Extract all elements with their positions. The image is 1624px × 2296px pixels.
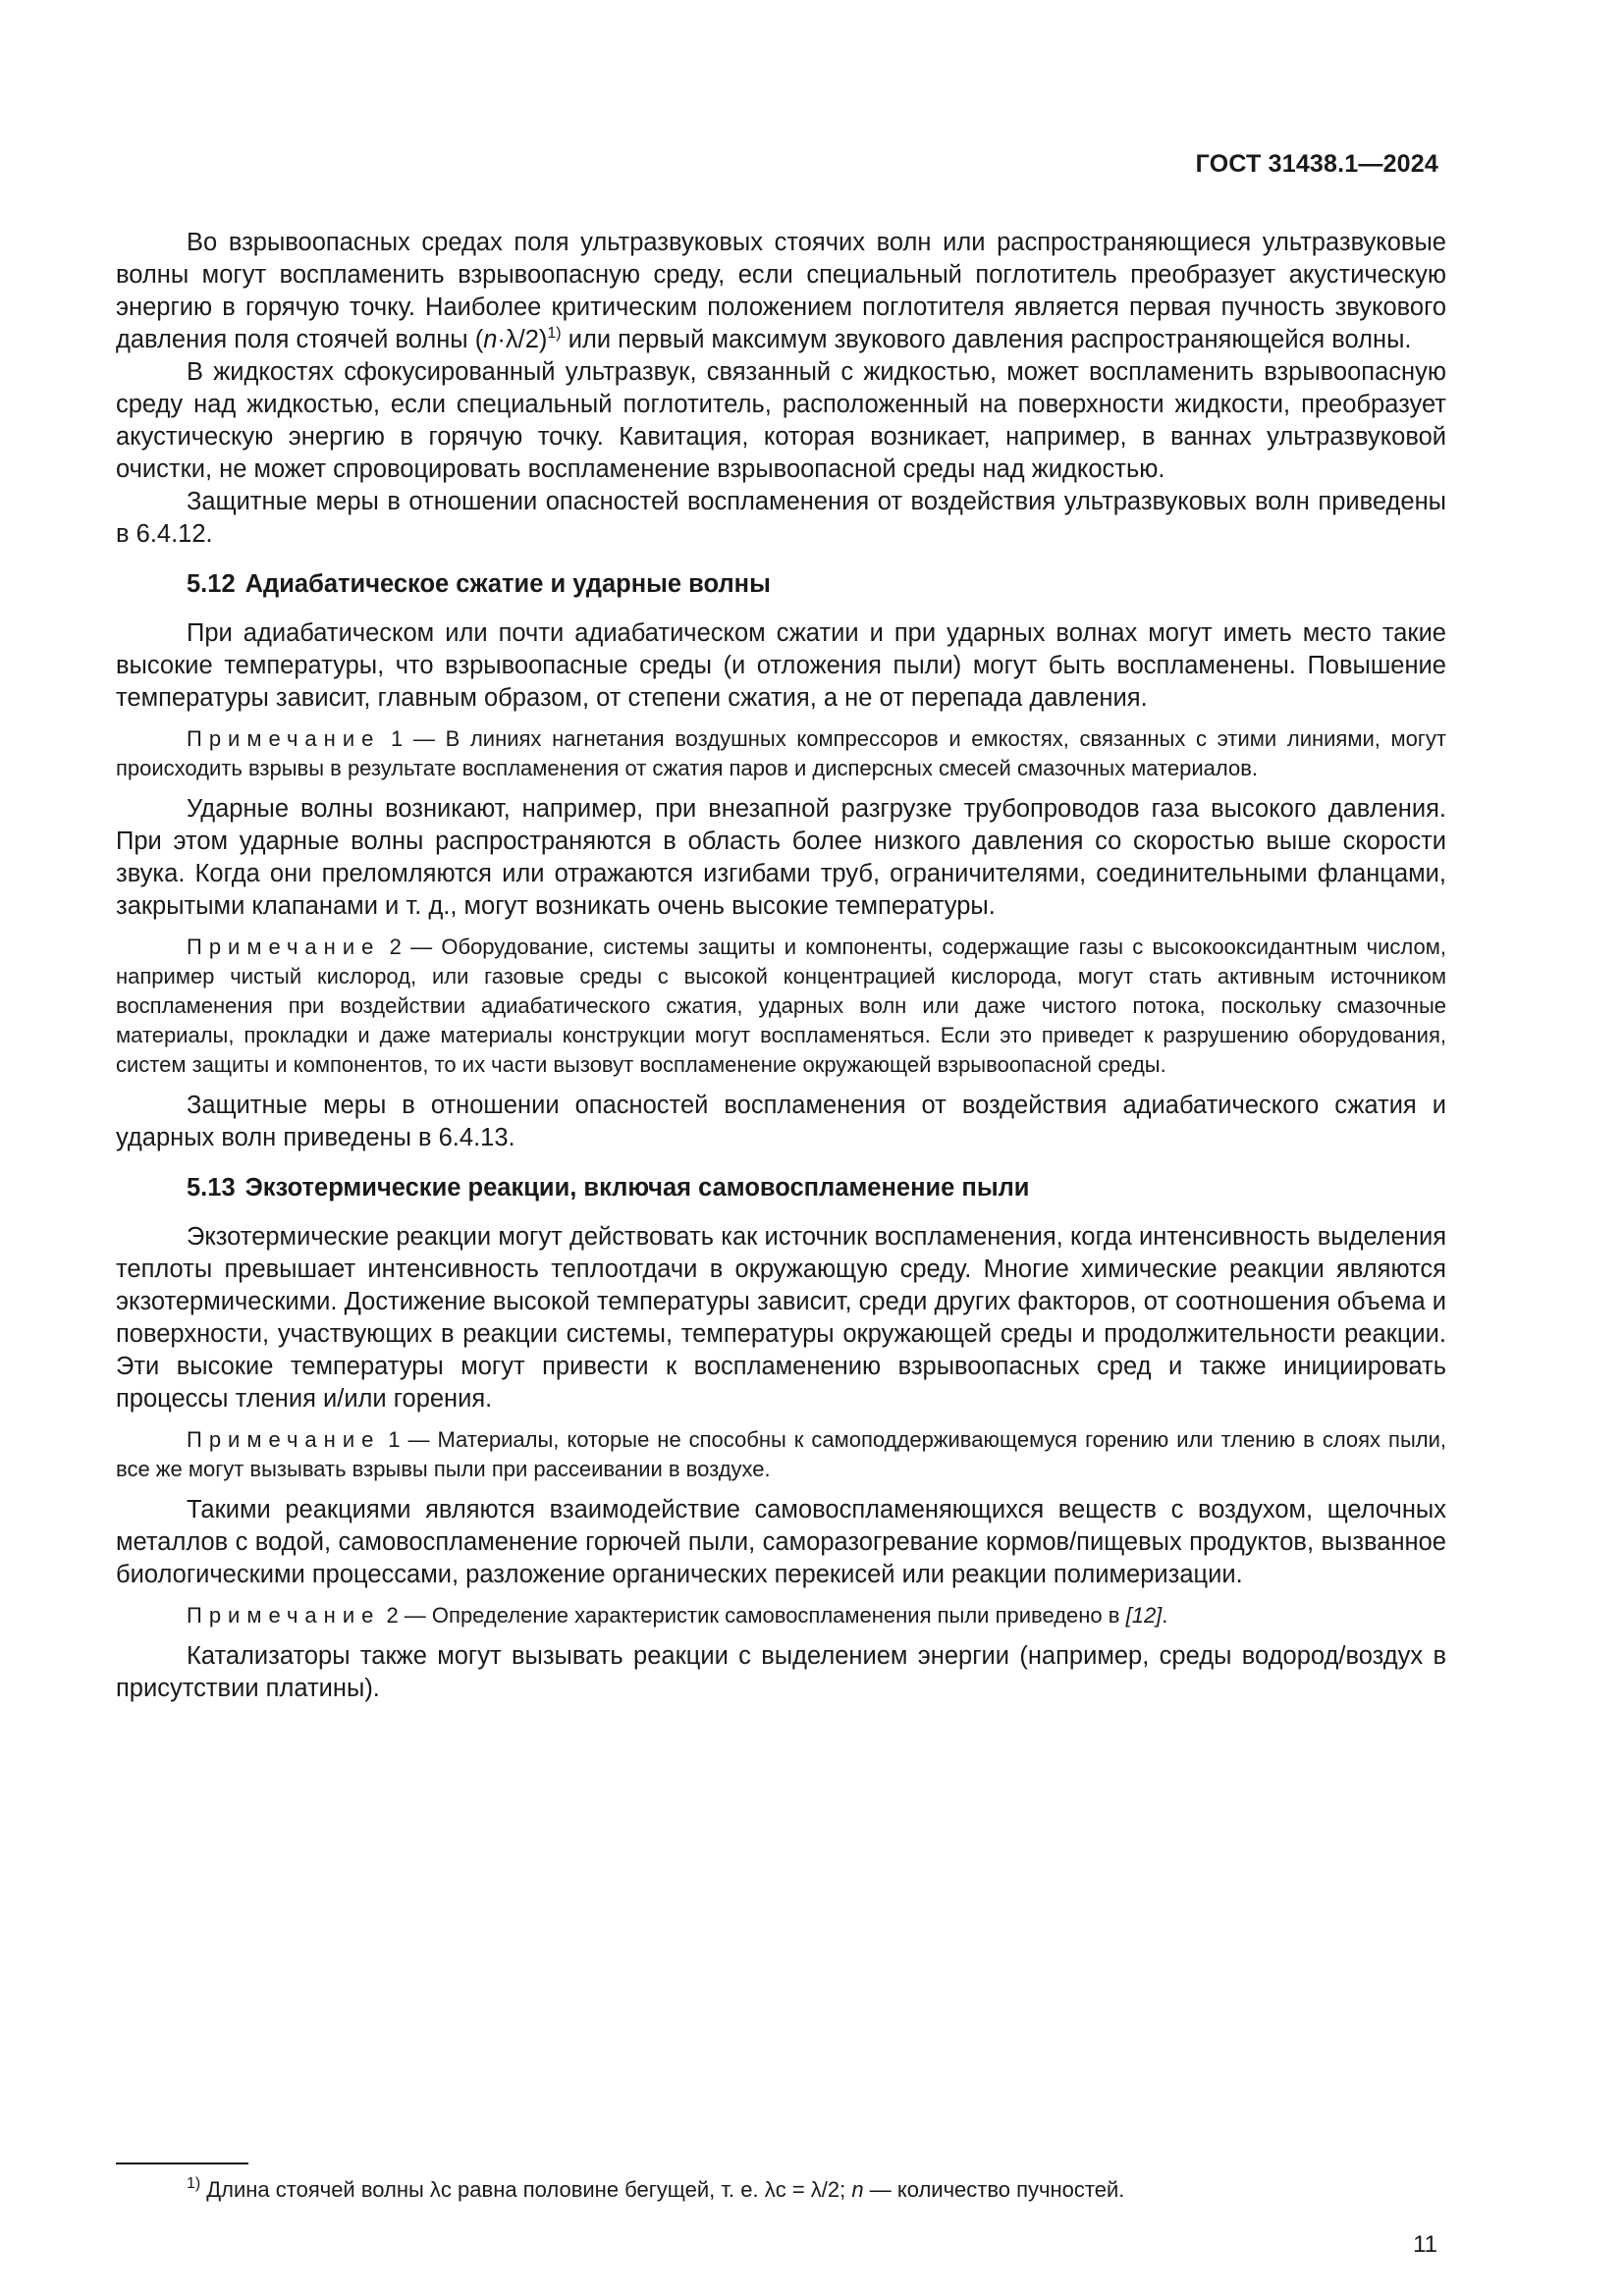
standard-number: ГОСТ 31438.1—2024 bbox=[1195, 150, 1438, 178]
bibliography-reference: [12] bbox=[1125, 1603, 1163, 1628]
section-heading-5-12: 5.12 Адиабатическое сжатие и ударные волны bbox=[187, 570, 771, 598]
paragraph-catalysts: Катализаторы также могут вызывать реакции с выделением энергии (например, среды водород/воздух в присутствии платины). bbox=[116, 1642, 1446, 1702]
paragraph-focused-ultrasound: В жидкостях сфокусированный ультразвук, связанный с жидкостью, может воспламенить взрывоопасную среду над жидкостью, если специальный поглотитель, расположенный на поверхности жидкости, преобразует акустическую энергию в горячую точку. Кавитация, которая возникает, например, в ваннах ультразвуковой очистки, не может спровоцировать воспламенение взрывоопасной среды над жидкостью. bbox=[116, 358, 1446, 483]
note-5-12-2: Примечание 2 — Оборудование, системы защиты и компоненты, содержащие газы с высокооксидантным числом, например чистый кислород, или газовые среды с высокой концентрацией кислорода, могут стать активным источником воспламенения при воздействии адиабатического сжатия, ударных волн или даже чистого потока, поскольку смазочные материалы, прокладки и даже материалы конструкции могут воспламеняться. Если это приведет к разрушению оборудования, систем защиты и компонентов, то их части вызовут воспламенение окружающей взрывоопасной среды. bbox=[116, 934, 1446, 1077]
paragraph-reaction-examples: Такими реакциями являются взаимодействие самовоспламеняющихся веществ с воздухом, щелочных металлов с водой, самовоспламенение горючей пыли, саморазогревание кормов/пищевых продуктов, вызванное биологическими процессами, разложение органических перекисей или реакции полимеризации. bbox=[116, 1496, 1446, 1588]
paragraph-adiabatic-compression: При адиабатическом или почти адиабатическом сжатии и при ударных волнах могут иметь место такие высокие температуры, что взрывоопасные среды (и отложения пыли) могут быть воспламенены. Повышение температуры зависит, главным образом, от степени сжатия, а не от перепада давления. bbox=[116, 619, 1446, 712]
note-5-13-2: Примечание 2 — Определение характеристик самовоспламенения пыли приведено в [12]. bbox=[187, 1603, 1168, 1628]
paragraph-ultrasonic-protective-measures: Защитные меры в отношении опасностей воспламенения от воздействия ультразвуковых волн приведены в 6.4.12. bbox=[116, 488, 1446, 548]
paragraph-ultrasonic-standing-waves: Во взрывоопасных средах поля ультразвуковых стоячих волн или распространяющиеся ультразвуковые волны могут воспламенить взрывоопасную среду, если специальный поглотитель преобразует акустическую энергию в горячую точку. Наиболее критическим положением поглотителя является первая пучность звукового давления поля стоячей волны $(n\cdot\lambda/2)^{1)}$ или первый максимум звукового давления распространяющейся волны. bbox=[116, 229, 1446, 353]
footnote-marker: 1) bbox=[187, 2175, 201, 2192]
section-heading-5-13: 5.13 Экзотермические реакции, включая самовоспламенение пыли bbox=[187, 1174, 1030, 1201]
footnote-divider bbox=[116, 2163, 248, 2164]
paragraph-shock-waves: Ударные волны возникают, например, при внезапной разгрузке трубопроводов газа высокого давления. При этом ударные волны распространяются в область более низкого давления со скоростью выше скорости звука. Когда они преломляются или отражаются изгибами труб, ограничителями, соединительными фланцами, закрытыми клапанами и т. д., могут возникать очень высокие температуры. bbox=[116, 795, 1446, 920]
note-5-13-1: Примечание 1 — Материалы, которые не способны к самоподдерживающемуся горению или тлению в слоях пыли, все же могут вызывать взрывы пыли при рассеивании в воздухе. bbox=[116, 1427, 1446, 1481]
footnote-reference: 1) bbox=[547, 325, 562, 342]
page-number: 11 bbox=[1413, 2231, 1437, 2258]
footnote: $^{1)}$ Длина стоячей волны λс равна половине бегущей, т. е. λс = λ/2; n — количество пучностей. bbox=[187, 2175, 1125, 2202]
paragraph-adiabatic-protective-measures: Защитные меры в отношении опасностей воспламенения от воздействия адиабатического сжатия и ударных волн приведены в 6.4.13. bbox=[116, 1092, 1446, 1151]
main-content bbox=[116, 227, 1446, 1705]
paragraph-exothermic-reactions: Экзотермические реакции могут действовать как источник воспламенения, когда интенсивность выделения теплоты превышает интенсивность теплоотдачи в окружающую среду. Многие химические реакции являются экзотермическими. Достижение высокой температуры зависит, среди других факторов, от соотношения объема и поверхности, участвующих в реакции системы, температуры окружающей среды и продолжительности реакции. Эти высокие температуры могут привести к воспламенению взрывоопасных сред и также инициировать процессы тления и/или горения. bbox=[116, 1223, 1446, 1413]
note-5-12-1: Примечание 1 — В линиях нагнетания воздушных компрессоров и емкостях, связанных с этими линиями, могут происходить взрывы в результате воспламенения от сжатия паров и дисперсных смесей смазочных материалов. bbox=[116, 726, 1446, 780]
